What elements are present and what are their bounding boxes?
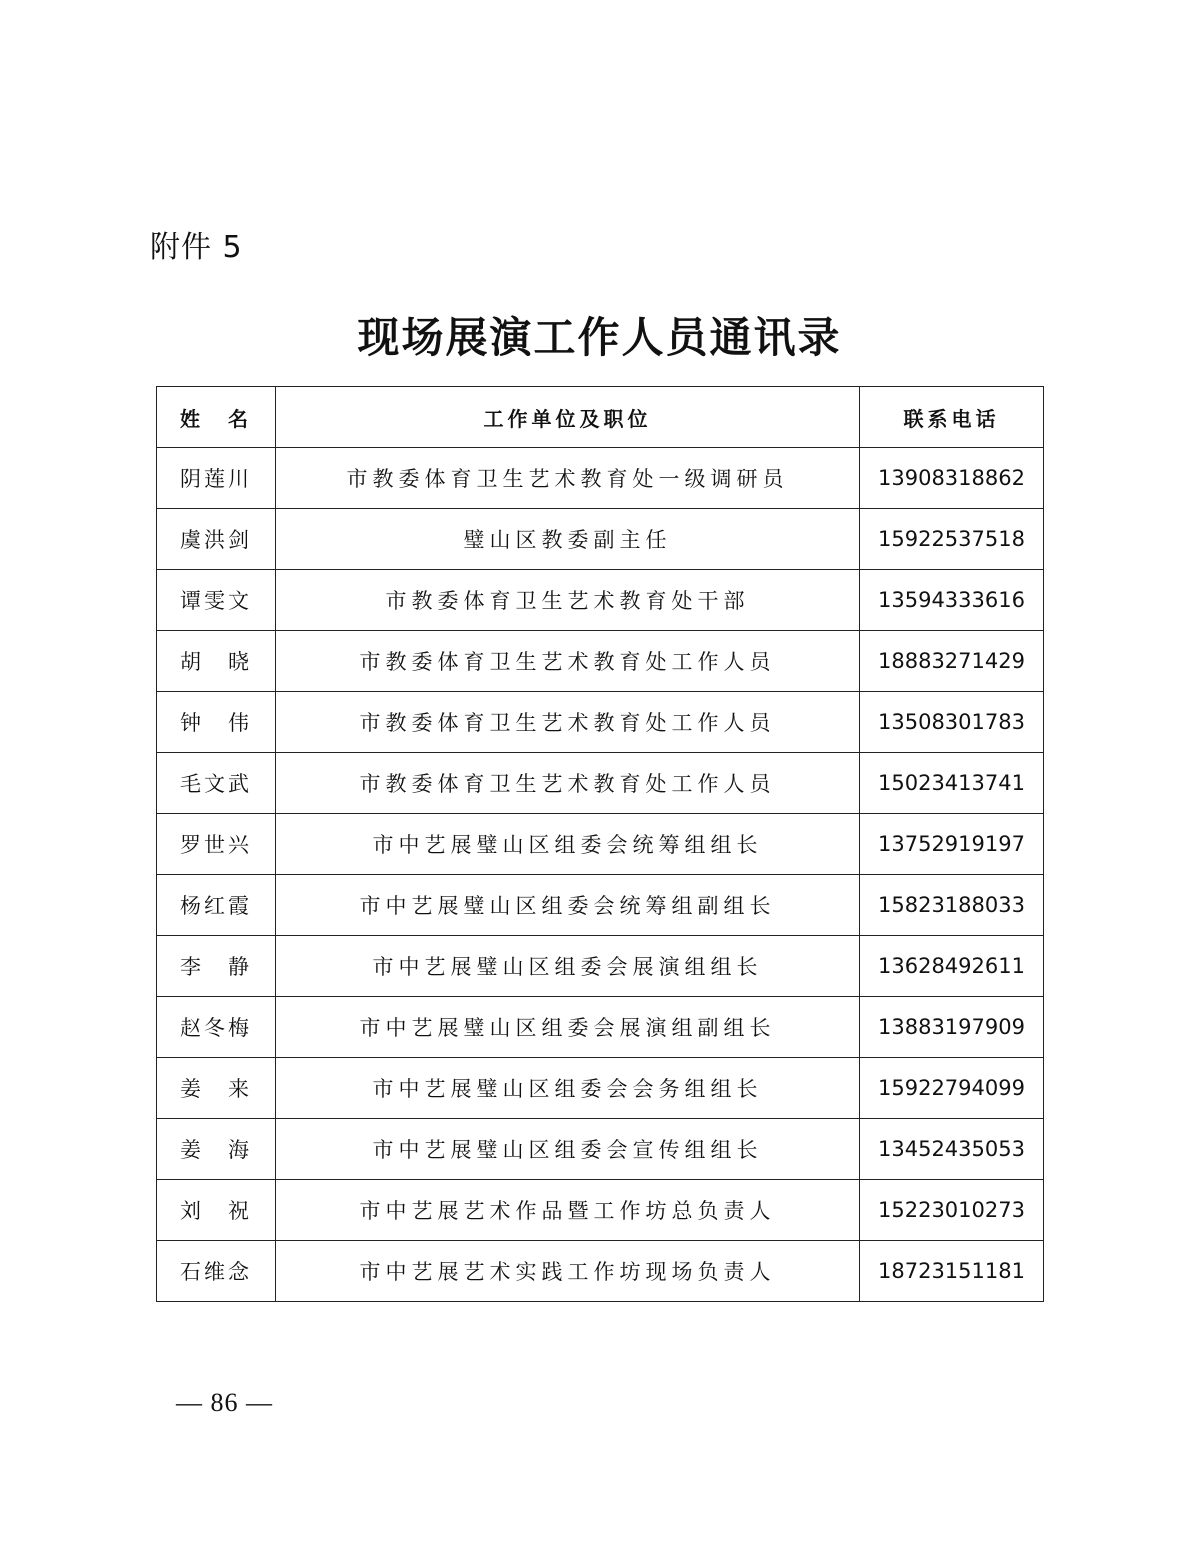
- cell-unit: 市教委体育卫生艺术教育处一级调研员: [276, 448, 860, 509]
- cell-name: 刘 祝: [157, 1180, 276, 1241]
- cell-unit: 市中艺展璧山区组委会宣传组组长: [276, 1119, 860, 1180]
- table-header-row: [157, 387, 1044, 448]
- header-unit: 工作单位及职位: [276, 387, 860, 448]
- cell-name: 杨红霞: [157, 875, 276, 936]
- cell-unit: 市中艺展璧山区组委会会务组组长: [276, 1058, 860, 1119]
- header-name: 姓 名: [157, 387, 276, 448]
- cell-unit: 市中艺展璧山区组委会统筹组副组长: [276, 875, 860, 936]
- contact-directory-table: [156, 386, 1044, 1302]
- cell-name: 钟 伟: [157, 692, 276, 753]
- table-row: [157, 997, 1044, 1058]
- cell-phone: 18883271429: [860, 631, 1044, 692]
- cell-phone: 15823188033: [860, 875, 1044, 936]
- page-title: 现场展演工作人员通讯录: [357, 313, 842, 362]
- table-row: [157, 1241, 1044, 1302]
- cell-phone: 15922794099: [860, 1058, 1044, 1119]
- table-row: [157, 631, 1044, 692]
- table-row: [157, 936, 1044, 997]
- cell-unit: 市教委体育卫生艺术教育处工作人员: [276, 753, 860, 814]
- table-row: [157, 753, 1044, 814]
- cell-phone: 13508301783: [860, 692, 1044, 753]
- table-row: [157, 1119, 1044, 1180]
- cell-name: 虞洪剑: [157, 509, 276, 570]
- cell-name: 李 静: [157, 936, 276, 997]
- cell-phone: 15922537518: [860, 509, 1044, 570]
- cell-unit: 市中艺展璧山区组委会展演组组长: [276, 936, 860, 997]
- header-phone: 联系电话: [860, 387, 1044, 448]
- cell-phone: 15023413741: [860, 753, 1044, 814]
- cell-name: 石维念: [157, 1241, 276, 1302]
- cell-name: 赵冬梅: [157, 997, 276, 1058]
- cell-phone: 18723151181: [860, 1241, 1044, 1302]
- cell-unit: 市中艺展璧山区组委会统筹组组长: [276, 814, 860, 875]
- cell-unit: 市教委体育卫生艺术教育处干部: [276, 570, 860, 631]
- cell-unit: 市中艺展艺术实践工作坊现场负责人: [276, 1241, 860, 1302]
- table-row: [157, 692, 1044, 753]
- cell-name: 罗世兴: [157, 814, 276, 875]
- cell-unit: 市中艺展艺术作品暨工作坊总负责人: [276, 1180, 860, 1241]
- cell-unit: 市中艺展璧山区组委会展演组副组长: [276, 997, 860, 1058]
- cell-unit: 璧山区教委副主任: [276, 509, 860, 570]
- cell-name: 姜 来: [157, 1058, 276, 1119]
- cell-name: 胡 晓: [157, 631, 276, 692]
- table-row: [157, 509, 1044, 570]
- cell-phone: 13594333616: [860, 570, 1044, 631]
- cell-phone: 13628492611: [860, 936, 1044, 997]
- cell-name: 毛文武: [157, 753, 276, 814]
- table-row: [157, 875, 1044, 936]
- cell-phone: 15223010273: [860, 1180, 1044, 1241]
- cell-unit: 市教委体育卫生艺术教育处工作人员: [276, 692, 860, 753]
- cell-phone: 13883197909: [860, 997, 1044, 1058]
- cell-phone: 13908318862: [860, 448, 1044, 509]
- table-row: [157, 814, 1044, 875]
- cell-phone: 13752919197: [860, 814, 1044, 875]
- table-row: [157, 1180, 1044, 1241]
- table-row: [157, 570, 1044, 631]
- cell-unit: 市教委体育卫生艺术教育处工作人员: [276, 631, 860, 692]
- page-number: — 86 —: [176, 1388, 273, 1417]
- cell-name: 阴莲川: [157, 448, 276, 509]
- cell-name: 姜 海: [157, 1119, 276, 1180]
- table-row: [157, 1058, 1044, 1119]
- attachment-label: 附件 5: [150, 230, 243, 265]
- cell-phone: 13452435053: [860, 1119, 1044, 1180]
- cell-name: 谭雯文: [157, 570, 276, 631]
- table-row: [157, 448, 1044, 509]
